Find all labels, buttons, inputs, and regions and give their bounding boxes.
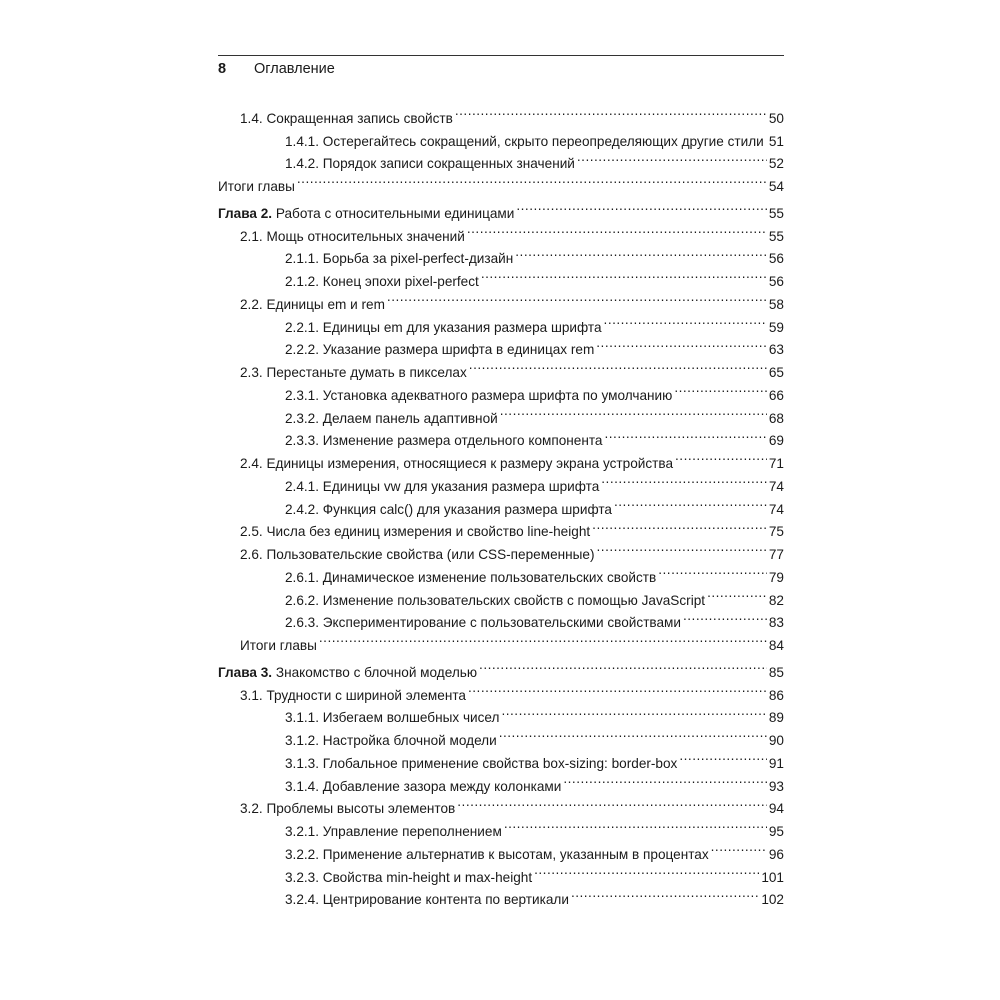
dot-leader xyxy=(605,423,767,446)
dot-leader xyxy=(707,582,767,605)
toc-page-number: 74 xyxy=(768,478,784,494)
dot-leader xyxy=(683,605,767,628)
toc-entry-text: 3.2.4. Центрирование контента по вертикали xyxy=(285,892,569,908)
dot-leader xyxy=(675,445,767,468)
dot-leader xyxy=(468,677,767,700)
toc-page-number: 83 xyxy=(768,615,784,631)
dot-leader xyxy=(571,882,759,905)
toc-page-number: 55 xyxy=(768,205,784,221)
toc-entry-text: 2.6.2. Изменение пользовательских свойств с помощью JavaScript xyxy=(285,592,706,608)
toc-page-number: 85 xyxy=(768,664,784,680)
toc-page-number: 51 xyxy=(768,133,784,149)
toc-page-number: 94 xyxy=(768,801,784,817)
toc-entry-title xyxy=(285,248,513,271)
toc-entry-text: 3.1.4. Добавление зазора между колонками xyxy=(285,778,562,794)
toc-entry-text: 2.2. Единицы em и rem xyxy=(240,296,385,312)
toc-entry-text: 2.2.1. Единицы em для указания размера шрифта xyxy=(285,319,602,335)
toc-entry-title xyxy=(218,176,295,199)
toc-entry-title xyxy=(285,499,612,522)
toc-page-number: 68 xyxy=(768,410,784,426)
dot-leader xyxy=(319,627,767,650)
dot-leader xyxy=(297,168,767,191)
toc-page-number: 59 xyxy=(768,319,784,335)
dot-leader xyxy=(766,123,767,146)
dot-leader xyxy=(592,514,767,537)
dot-leader xyxy=(711,836,767,859)
dot-leader xyxy=(457,791,767,814)
toc-page-number: 52 xyxy=(768,156,784,172)
toc-entry-text: Работа с относительными единицами xyxy=(275,205,515,221)
dot-leader xyxy=(499,722,767,745)
toc-page-number: 95 xyxy=(768,824,784,839)
dot-leader xyxy=(387,286,767,309)
toc-entry-title xyxy=(240,798,455,821)
toc-entry-text: 2.5. Числа без единиц измерения и свойство line-height xyxy=(240,524,591,540)
toc-entry-text: 3.2. Проблемы высоты элементов xyxy=(240,801,456,817)
toc-entry-title xyxy=(285,317,602,340)
toc-page-number: 96 xyxy=(768,846,784,862)
toc-entry-title xyxy=(240,362,467,385)
toc-entry-title xyxy=(240,521,590,544)
toc-entry-text: 1.4.2. Порядок записи сокращенных значений xyxy=(285,156,575,172)
dot-leader xyxy=(455,100,767,123)
dot-leader xyxy=(604,309,767,332)
toc-entry-text: 3.2.2. Применение альтернатив к высотам, указанным в процентах xyxy=(285,846,709,862)
toc-entry-title xyxy=(240,635,317,658)
toc-entry-title xyxy=(285,889,569,912)
toc-entry-title xyxy=(240,685,466,708)
dot-leader xyxy=(534,859,759,882)
toc-chapter-entry[interactable] xyxy=(218,195,784,221)
toc-entry-title xyxy=(285,590,705,613)
toc-page-number: 74 xyxy=(768,501,784,517)
dot-leader xyxy=(469,354,767,377)
toc-page-number: 84 xyxy=(768,638,784,653)
toc-page-number: 101 xyxy=(761,869,784,885)
dot-leader xyxy=(658,559,767,582)
toc-entry-text: 3.2.1. Управление переполнением xyxy=(285,824,502,839)
toc-entry-text: 2.4.2. Функция calc() для указания размера шрифта xyxy=(285,501,612,517)
toc-entry-title xyxy=(240,294,385,317)
toc-entry-text: 2.3.1. Установка адекватного размера шрифта по умолчанию xyxy=(285,387,673,403)
dot-leader xyxy=(479,654,767,677)
dot-leader xyxy=(563,768,767,791)
toc-entry-title xyxy=(285,707,499,730)
dot-leader xyxy=(614,491,767,514)
page-number: 8 xyxy=(218,61,227,77)
table-of-contents xyxy=(218,100,784,908)
toc-entry-title xyxy=(285,821,502,844)
dot-leader xyxy=(467,218,767,241)
toc-entry-text: 3.1.1. Избегаем волшебных чисел xyxy=(285,710,500,726)
toc-entry-title xyxy=(240,226,465,249)
dot-leader xyxy=(577,146,767,169)
running-header xyxy=(218,56,784,89)
toc-entry-text: 2.4. Единицы измерения, относящиеся к размеру экрана устройства xyxy=(240,456,674,471)
toc-entry-title xyxy=(285,867,532,890)
toc-page-number: 86 xyxy=(768,687,784,703)
toc-entry-title xyxy=(285,430,603,453)
dot-leader xyxy=(601,468,767,491)
dot-leader xyxy=(596,332,767,355)
toc-entry[interactable] xyxy=(218,100,784,126)
chapter-label: Глава 3. xyxy=(218,664,273,680)
toc-page-number: 58 xyxy=(768,296,784,312)
toc-entry-text: 3.2.3. Свойства min-height и max-height xyxy=(285,869,533,885)
toc-entry-text: 2.6. Пользовательские свойства (или CSS-переменные) xyxy=(240,547,595,562)
dot-leader xyxy=(515,241,767,264)
dot-leader xyxy=(597,536,767,559)
toc-entry-title xyxy=(218,662,477,685)
toc-page-number: 90 xyxy=(768,733,784,748)
toc-entry-text: 2.1.2. Конец эпохи pixel-perfect xyxy=(285,274,479,289)
chapter-label: Глава 2. xyxy=(218,205,273,221)
dot-leader xyxy=(516,195,767,218)
toc-page-number: 65 xyxy=(768,365,784,380)
toc-entry-text: 2.6.3. Экспериментирование с пользовательскими свойствами xyxy=(285,615,681,631)
toc-entry-text: 2.3. Перестаньте думать в пикселах xyxy=(240,365,467,380)
page-title: Оглавление xyxy=(254,61,335,77)
toc-entry-text: 2.1.1. Борьба за pixel-perfect-дизайн xyxy=(285,251,514,267)
toc-entry-text: Итоги главы xyxy=(240,638,317,653)
toc-page-number: 102 xyxy=(761,892,784,908)
toc-entry-title xyxy=(240,108,453,131)
toc-entry-text: 2.4.1. Единицы vw для указания размера шрифта xyxy=(285,478,600,494)
dot-leader xyxy=(504,813,767,836)
toc-entry-text: 3.1.3. Глобальное применение свойства box-sizing: border-box xyxy=(285,755,678,771)
dot-leader xyxy=(679,745,767,768)
toc-entry-text: 1.4. Сокращенная запись свойств xyxy=(240,110,453,126)
toc-page-number: 69 xyxy=(768,433,784,449)
toc-entry-title xyxy=(285,730,497,753)
toc-entry[interactable] xyxy=(218,168,784,194)
dot-leader xyxy=(500,400,767,423)
toc-entry-title xyxy=(285,567,656,590)
toc-page-number: 89 xyxy=(768,710,784,726)
toc-page-number: 63 xyxy=(768,342,784,358)
toc-entry-text: 2.2.2. Указание размера шрифта в единицах rem xyxy=(285,342,595,358)
toc-page-number: 91 xyxy=(768,755,784,771)
toc-entry-text: 3.1.2. Настройка блочной модели xyxy=(285,733,497,748)
toc-entry-text: Знакомство с блочной моделью xyxy=(275,664,478,680)
toc-entry-title xyxy=(285,408,498,431)
toc-page-number: 71 xyxy=(768,456,784,471)
toc-page-number: 79 xyxy=(768,569,784,585)
toc-page-number: 93 xyxy=(768,778,784,794)
toc-entry-text: 2.3.2. Делаем панель адаптивной xyxy=(285,410,498,426)
toc-page-number: 55 xyxy=(768,228,784,244)
toc-page-number: 66 xyxy=(768,387,784,403)
toc-page-number: 77 xyxy=(768,547,784,562)
toc-entry-text: 1.4.1. Остерегайтесь сокращений, скрыто переопределяющих другие стили xyxy=(285,133,764,149)
toc-page-number: 50 xyxy=(768,110,784,126)
toc-entry-text: 2.6.1. Динамическое изменение пользовательских свойств xyxy=(285,569,657,585)
toc-page-number: 82 xyxy=(768,592,784,608)
toc-page-number: 54 xyxy=(768,179,784,194)
toc-entry-text: 2.1. Мощь относительных значений xyxy=(240,228,465,244)
toc-entry-text: 2.3.3. Изменение размера отдельного компонента xyxy=(285,433,603,449)
dot-leader xyxy=(501,700,766,723)
toc-entry-title xyxy=(285,476,599,499)
toc-entry-text: 3.1. Трудности с шириной элемента xyxy=(240,687,466,703)
toc-page-number: 56 xyxy=(768,274,784,289)
dot-leader xyxy=(674,377,767,400)
toc-page-number: 56 xyxy=(768,251,784,267)
toc-entry-text: Итоги главы xyxy=(218,179,295,194)
toc-entry-title xyxy=(240,544,595,567)
toc-page-number: 75 xyxy=(768,524,784,540)
book-page xyxy=(218,55,784,908)
dot-leader xyxy=(481,263,767,286)
